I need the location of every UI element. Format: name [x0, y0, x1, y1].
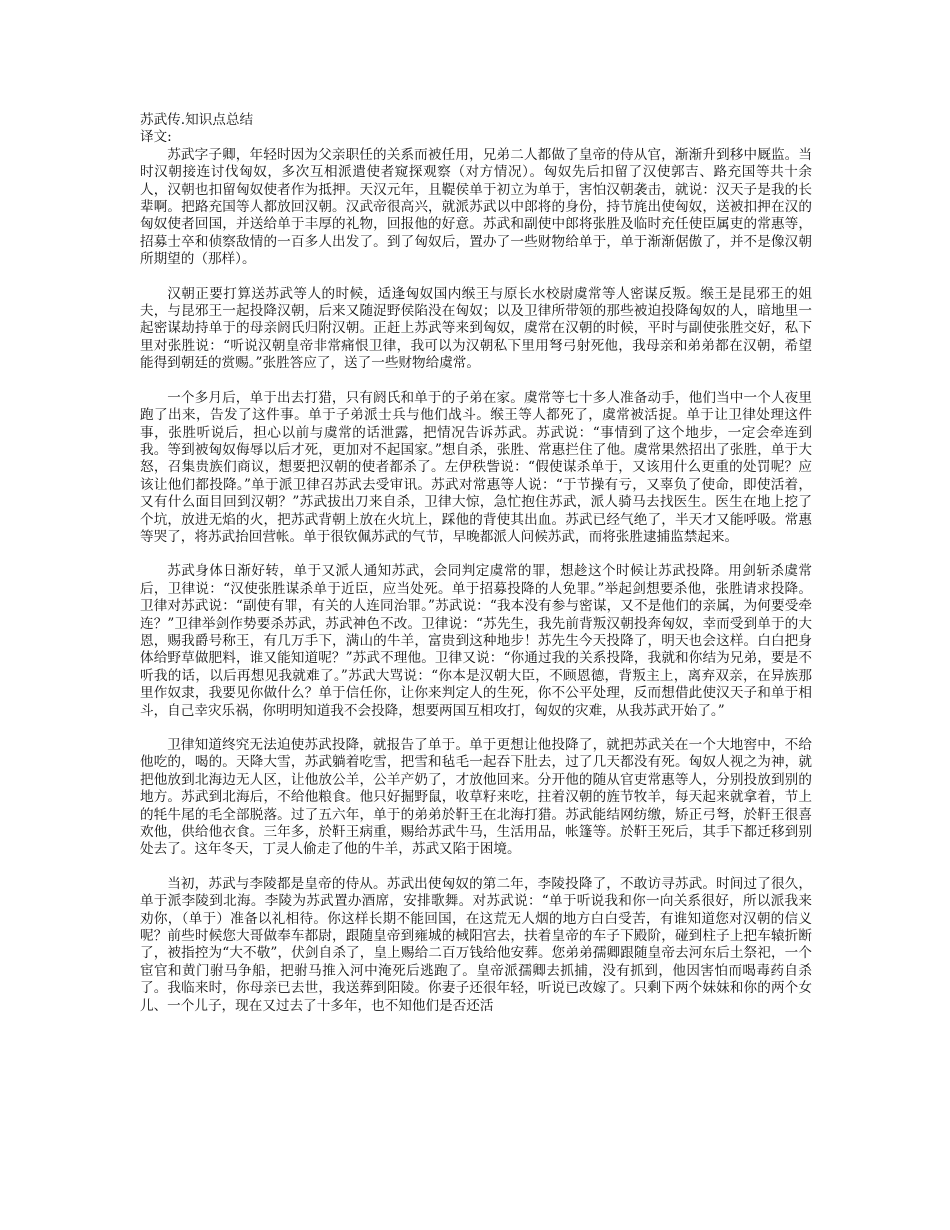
paragraph: 当初，苏武与李陵都是皇帝的侍从。苏武出使匈奴的第二年，李陵投降了，不敢访寻苏武。时间过了很久，单于派李陵到北海。李陵为苏武置办酒席，安排歌舞。对苏武说：“单于听说我和你一向关系很好，所以派我来劝你，（单于）准备以礼相待。你这样长期不能回国，在这荒无人烟的地方白白受苦，有谁知道您对汉朝的信义呢？前些时候您大哥做奉车都尉，跟随皇帝到雍城的棫阳宫去，扶着皇帝的车子下殿阶，碰到柱子上把车辕折断了，被指控为“大不敬”，伏剑自杀了，皇上赐给二百万钱给他安葬。您弟弟孺卿跟随皇帝去河东后土祭祀，一个宦官和黄门驸马争船，把驸马推入河中淹死后逃跑了。皇帝派孺卿去抓捕，没有抓到，他因害怕而喝毒药自杀了。我临来时，你母亲已去世，我送葬到阳陵。你妻子还很年轻，听说已改嫁了。只剩下两个妹妹和你的两个女儿、一个儿子，现在又过去了十多年，也不知他们是否还活 — [140, 875, 812, 1014]
paragraph: 苏武字子卿，年轻时因为父亲职任的关系而被任用，兄弟二人都做了皇帝的侍从官，渐渐升到移中厩监。当时汉朝接连讨伐匈奴，多次互相派遣使者窥探观察（对方情况）。匈奴先后扣留了汉使郭吉、路充国等共十余人，汉朝也扣留匈奴使者作为抵押。天汉元年，且鞮侯单于初立为单于，害怕汉朝袭击，就说：汉天子是我的长辈啊。把路充国等人都放回汉朝。汉武帝很高兴，就派苏武以中郎将的身份，持节旄出使匈奴，送被扣押在汉的匈奴使者回国，并送给单于丰厚的礼物，回报他的好意。苏武和副使中郎将张胜及临时充任使臣属吏的常惠等，招募士卒和侦察敌情的一百多人出发了。到了匈奴后，置办了一些财物给单于，单于渐渐倨傲了，并不是像汉朝所期望的（那样）。 — [140, 146, 812, 268]
document-page — [140, 112, 812, 1015]
paragraph: 一个多月后，单于出去打猎，只有阏氏和单于的子弟在家。虞常等七十多人准备动手，他们当中一个人夜里跑了出来，告发了这件事。单于子弟派士兵与他们战斗。缑王等人都死了，虞常被活捉。单于让卫律处理这件事，张胜听说后，担心以前与虞常的话泄露，把情况告诉苏武。苏武说：“事情到了这个地步，一定会牵连到我。等到被匈奴侮辱以后才死，更加对不起国家。”想自杀，张胜、常惠拦住了他。虞常果然招出了张胜，单于大怒，召集贵族们商议，想要把汉朝的使者都杀了。左伊秩訾说：“假使谋杀单于，又该用什么更重的处罚呢？应该让他们都投降。”单于派卫律召苏武去受审讯。苏武对常惠等人说：“于节操有亏，又辜负了使命，即使活着，又有什么面目回到汉朝？”苏武拔出刀来自杀，卫律大惊，急忙抱住苏武，派人骑马去找医生。医生在地上挖了个坑，放进无焰的火，把苏武背朝上放在火坑上，踩他的背使其出血。苏武已经气绝了，半天才又能呼吸。常惠等哭了，将苏武抬回营帐。单于很钦佩苏武的气节，早晚都派人问候苏武，而将张胜逮捕监禁起来。 — [140, 389, 812, 545]
paragraph: 卫律知道终究无法迫使苏武投降，就报告了单于。单于更想让他投降了，就把苏武关在一个大地窖中，不给他吃的，喝的。天降大雪，苏武躺着吃雪，把雪和毡毛一起吞下肚去，过了几天都没有死。匈奴人视之为神，就把他放到北海边无人区，让他放公羊，公羊产奶了，才放他回来。分开他的随从官吏常惠等人，分别投放到别的地方。苏武到北海后，不给他粮食。他只好掘野鼠，收草籽来吃，拄着汉朝的旌节牧羊，每天起来就拿着，节上的牦牛尾的毛全部脱落。过了五六年，单于的弟弟於靬王在北海打猎。苏武能结网纺缴，矫正弓弩，於靬王很喜欢他，供给他衣食。三年多，於靬王病重，赐给苏武牛马，生活用品，帐篷等。於靬王死后，其手下都迁移到别处去了。这年冬天，丁灵人偷走了他的牛羊，苏武又陷于困境。 — [140, 737, 812, 858]
paragraph: 汉朝正要打算送苏武等人的时候，适逢匈奴国内缑王与原长水校尉虞常等人密谋反叛。缑王是昆邪王的姐夫，与昆邪王一起投降汉朝，后来又随浞野侯陷没在匈奴；以及卫律所带领的那些被迫投降匈奴的人，暗地里一起密谋劫持单于的母亲阏氏归附汉朝。正赶上苏武等来到匈奴，虞常在汉朝的时候，平时与副使张胜交好，私下里对张胜说：“听说汉朝皇帝非常痛恨卫律，我可以为汉朝私下里用弩弓射死他，我母亲和弟弟都在汉朝，希望能得到朝廷的赏赐。”张胜答应了，送了一些财物给虞常。 — [140, 285, 812, 372]
paragraph: 苏武身体日渐好转，单于又派人通知苏武，会同判定虞常的罪，想趁这个时候让苏武投降。用剑斩杀虞常后，卫律说：“汉使张胜谋杀单于近臣，应当处死。单于招募投降的人免罪。”举起剑想要杀他，张胜请求投降。卫律对苏武说：“副使有罪，有关的人连同治罪。”苏武说：“我本没有参与密谋，又不是他们的亲属，为何要受牵连？”卫律举剑作势要杀苏武，苏武神色不改。卫律说：“苏先生，我先前背叛汉朝投奔匈奴，幸而受到单于的大恩，赐我爵号称王，有几万手下，满山的牛羊，富贵到这种地步！苏先生今天投降了，明天也会这样。白白把身体给野草做肥料，谁又能知道呢？”苏武不理他。卫律又说：“你通过我的关系投降，我就和你结为兄弟，要是不听我的话，以后再想见我就难了。”苏武大骂说：“你本是汉朝大臣，不顾恩德，背叛主上，离弃双亲，在异族那里作奴隶，我要见你做什么？单于信任你，让你来判定人的生死，你不公平处理，反而想借此使汉天子和单于相斗，自己幸灾乐祸，你明明知道我不会投降，想要两国互相攻打，匈奴的灾难，从我苏武开始了。” — [140, 563, 812, 719]
translation-label: 译文: — [140, 129, 172, 146]
document-title: 苏武传.知识点总结 — [140, 112, 254, 128]
